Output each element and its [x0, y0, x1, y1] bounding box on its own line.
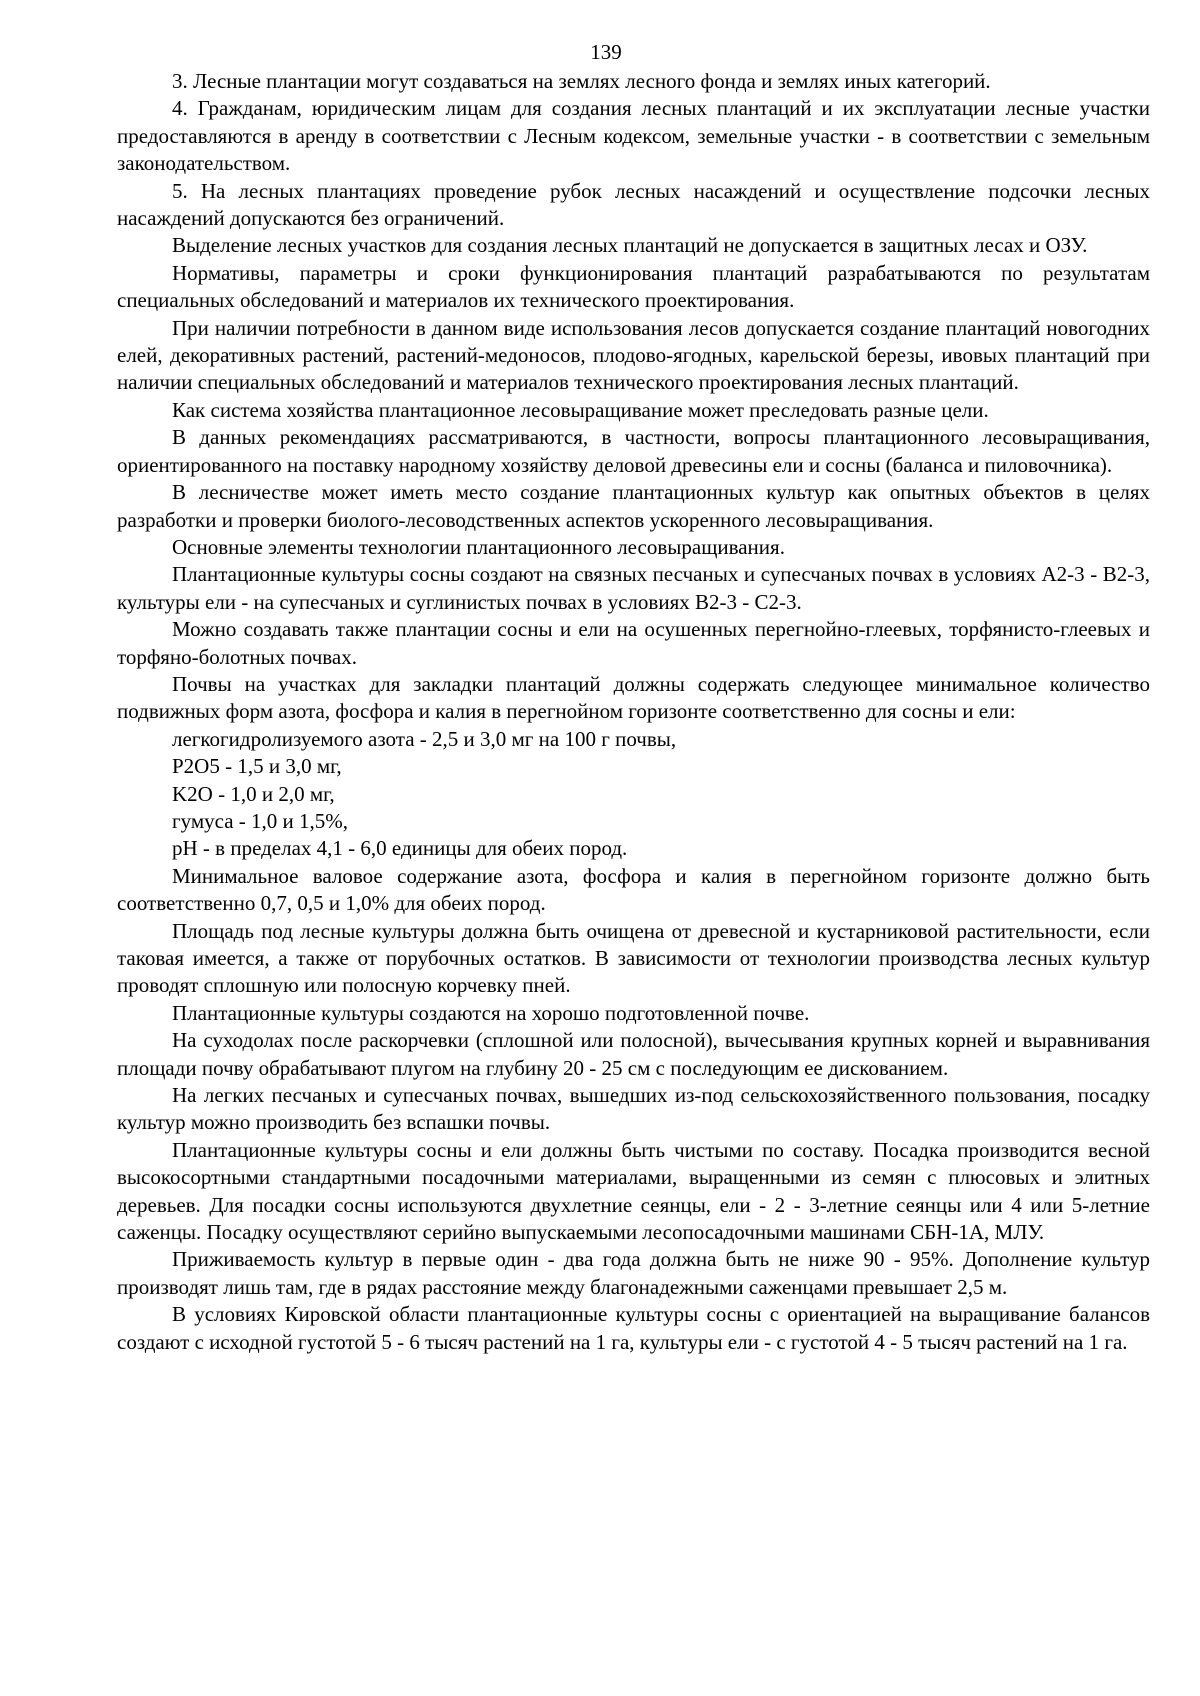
document-body — [117, 68, 1150, 1356]
list-item: pH - в пределах 4,1 - 6,0 единицы для обеих пород. — [172, 836, 628, 861]
paragraph: Плантационные культуры сосны и ели должны быть чистыми по составу. Посадка производится весной высокосортными стандартными посадочными материалами, выращенными из семян с плюсовых и элитных деревьев. Для посадки сосны используются двухлетние сеянцы, ели - 2 - 3-летние сеянцы или 4 или 5-летние саженцы. Посадку осуществляют серийно выпускаемыми лесопосадочными машинами СБН-1А, МЛУ. — [117, 1137, 1150, 1245]
paragraph: Плантационные культуры создаются на хорошо подготовленной почве. — [172, 1000, 810, 1025]
paragraph: Нормативы, параметры и сроки функционирования плантаций разрабатываются по результатам специальных обследований и материалов их технического проектирования. — [117, 260, 1150, 313]
paragraph: Можно создавать также плантации сосны и ели на осушенных перегнойно-глеевых, торфянисто-глеевых и торфяно-болотных почвах. — [117, 617, 1150, 669]
paragraph: 4. Гражданам, юридическим лицам для создания лесных плантаций и их эксплуатации лесные участки предоставляются в аренду в соответствии с Лесным кодексом, земельные участки - в соответствии с земельным законодательством. — [117, 96, 1150, 176]
paragraph: 5. На лесных плантациях проведение рубок лесных насаждений и осуществление подсочки лесных насаждений допускаются без ограничений. — [117, 178, 1150, 231]
paragraph: Минимальное валовое содержание азота, фосфора и калия в перегнойном горизонте должно быть соответственно 0,7, 0,5 и 1,0% для обеих пород. — [117, 863, 1150, 916]
list-item: гумуса - 1,0 и 1,5%, — [172, 808, 348, 833]
paragraph: 3. Лесные плантации могут создаваться на землях лесного фонда и землях иных категорий. — [172, 69, 991, 93]
paragraph: При наличии потребности в данном виде использования лесов допускается создание плантаций новогодних елей, декоративных растений, растений-медоносов, плодово-ягодных, карельской березы, ивовых плантаций при наличии специальных обследований и материалов технического проектирования лесных плантаций. — [117, 315, 1150, 395]
paragraph: Как система хозяйства плантационное лесовыращивание может преследовать разные цели. — [172, 397, 989, 422]
list-item: легкогидролизуемого азота - 2,5 и 3,0 мг на 100 г почвы, — [172, 726, 677, 751]
paragraph: Плантационные культуры сосны создают на связных песчаных и супесчаных почвах в условиях А2-3 - В2-3, культуры ели - на супесчаных и суглинистых почвах в условиях В2-3 - С2-3. — [117, 562, 1150, 614]
paragraph: В условиях Кировской области плантационные культуры сосны с ориентацией на выращивание балансов создают с исходной густотой 5 - 6 тысяч растений на 1 га, культуры ели - с густотой 4 - 5 тысяч растений на 1 га. — [117, 1302, 1150, 1354]
paragraph: Основные элементы технологии плантационного лесовыращивания. — [172, 534, 785, 559]
paragraph: Почвы на участках для закладки плантаций должны содержать следующее минимальное количество подвижных форм азота, фосфора и калия в перегнойном горизонте соответственно для сосны и ели: — [117, 671, 1150, 724]
page-number: 139 — [590, 40, 622, 64]
paragraph: В лесничестве может иметь место создание плантационных культур как опытных объектов в целях разработки и проверки биолого-лесоводственных аспектов ускоренного лесовыращивания. — [117, 480, 1150, 532]
list-item: P2O5 - 1,5 и 3,0 мг, — [172, 754, 342, 779]
paragraph: Приживаемость культур в первые один - два года должна быть не ниже 90 - 95%. Дополнение культур производят лишь там, где в рядах расстояние между благонадежными саженцами превышает 2,5 м. — [117, 1247, 1150, 1299]
paragraph: Выделение лесных участков для создания лесных плантаций не допускается в защитных лесах и ОЗУ. — [172, 233, 1088, 258]
list-item: K2O - 1,0 и 2,0 мг, — [172, 781, 335, 806]
paragraph: На легких песчаных и супесчаных почвах, вышедших из-под сельскохозяйственного пользования, посадку культур можно производить без вспашки почвы. — [117, 1083, 1150, 1135]
paragraph: Площадь под лесные культуры должна быть очищена от древесной и кустарниковой растительности, если таковая имеется, а также от порубочных остатков. В зависимости от технологии производства лесных культур проводят сплошную или полосную корчевку пней. — [117, 918, 1150, 998]
paragraph: На суходолах после раскорчевки (сплошной или полосной), вычесывания крупных корней и выравнивания площади почву обрабатывают плугом на глубину 20 - 25 см с последующим ее дискованием. — [117, 1028, 1150, 1080]
paragraph: В данных рекомендациях рассматриваются, в частности, вопросы плантационного лесовыращивания, ориентированного на поставку народному хозяйству деловой древесины ели и сосны (баланса и пиловочника). — [117, 425, 1150, 477]
